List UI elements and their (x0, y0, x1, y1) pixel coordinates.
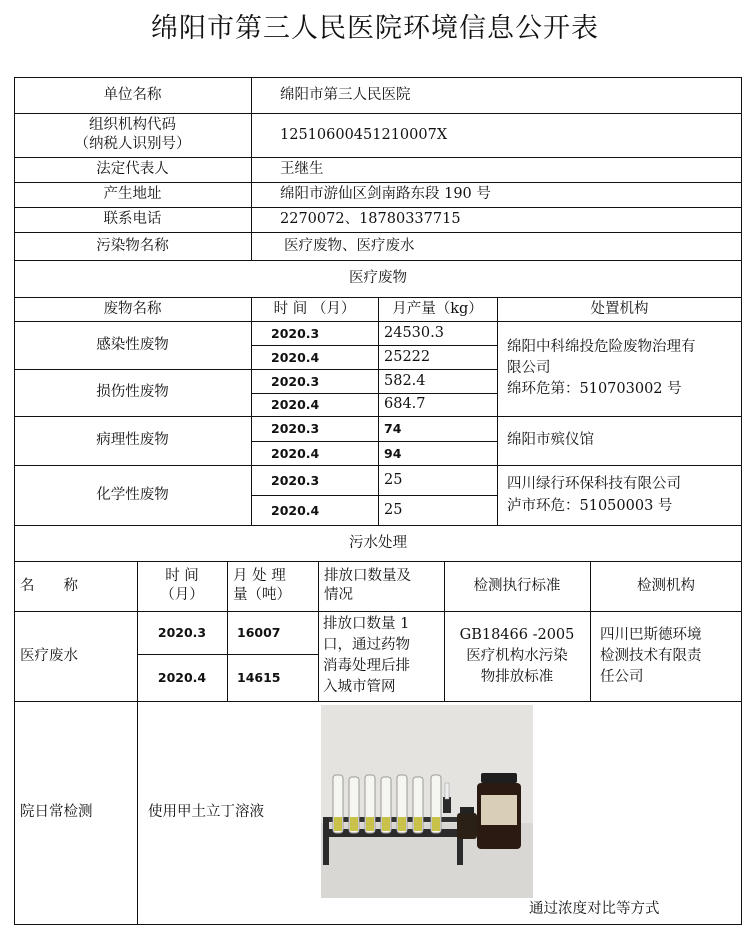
disposal-org-1 (501, 321, 742, 416)
disposal-org-3-line1: 四川绿行环保科技有限公司 (507, 476, 681, 492)
ww-volume: 16007 (237, 625, 281, 640)
pollutant-label: 污染物名称 (96, 237, 169, 254)
page-title: 绵阳市第三人民医院环境信息公开表 (151, 13, 599, 44)
mw-time: 2020.3 (271, 472, 320, 488)
ww-header-outlet-line2: 情况 (324, 587, 353, 603)
org-code-label-line1: 组织机构代码 (89, 117, 176, 133)
medical-waste-section-title: 医疗废物 (349, 270, 407, 286)
ww-volume: 14615 (237, 670, 281, 685)
ww-org (590, 611, 742, 701)
mw-amount: 25222 (384, 348, 431, 365)
reagent-photo (321, 705, 533, 898)
ww-standard-line: 医疗机构水污染 (466, 647, 568, 664)
ww-header-time-line1: 时 间 (165, 568, 199, 584)
disposal-org-1-line3: 绵环危第：510703002 号 (507, 381, 682, 397)
pollutant-value: 医疗废物、医疗废水 (284, 237, 415, 254)
mw-time: 2020.4 (271, 349, 320, 365)
mw-amount: 25 (384, 501, 403, 518)
waste-name-chemical: 化学性废物 (96, 486, 169, 503)
org-code-label (14, 113, 251, 157)
mw-amount: 74 (384, 421, 402, 436)
reagent-photo-illustration (321, 705, 533, 898)
ww-header-standard: 检测执行标准 (473, 577, 561, 594)
ww-time: 2020.3 (157, 625, 207, 640)
rep-value: 王继生 (280, 161, 324, 177)
mw-time: 2020.3 (271, 373, 320, 389)
unit-value: 绵阳市第三人民医院 (280, 86, 411, 103)
mw-header-amount: 月产量（kg） (392, 300, 483, 317)
ww-standard (444, 611, 590, 701)
ww-time: 2020.4 (157, 670, 207, 685)
ww-outlet-line: 入城市管网 (323, 679, 396, 695)
mw-time: 2020.4 (271, 445, 320, 461)
ww-header-outlet-line1: 排放口数量及 (324, 568, 411, 584)
ww-org-line: 检测技术有限责 (600, 647, 702, 664)
waste-name-injurious: 损伤性废物 (96, 384, 169, 400)
disposal-org-2: 绵阳市殡仪馆 (507, 432, 594, 448)
disposal-org-1-line2: 限公司 (507, 360, 551, 376)
ww-outlet-line: 消毒处理后排 (323, 658, 410, 674)
rep-label: 法定代表人 (96, 161, 169, 177)
ww-outlet-line: 口，通过药物 (323, 637, 410, 653)
mw-time: 2020.4 (271, 397, 320, 412)
disposal-org-3 (501, 465, 742, 525)
address-label: 产生地址 (103, 186, 162, 202)
mw-header-name: 废物名称 (103, 300, 162, 317)
ww-header-volume (227, 561, 318, 611)
ww-header-volume-line2: 量（吨） (233, 587, 291, 603)
ww-standard-line: 物排放标准 (480, 668, 554, 685)
ww-header-time-line2: （月） (160, 587, 204, 603)
phone-value: 2270072、18780337715 (280, 211, 461, 227)
ww-standard-line: GB18466 -2005 (459, 626, 575, 643)
mw-header-org: 处置机构 (590, 300, 649, 317)
unit-label: 单位名称 (103, 86, 162, 103)
phone-label: 联系电话 (103, 211, 162, 227)
ww-org-line: 四川巴斯德环境 (600, 626, 702, 643)
ww-header-volume-line1: 月 处 理 (233, 568, 286, 584)
mw-time: 2020.3 (271, 421, 320, 436)
ww-org-line: 任公司 (600, 668, 644, 685)
waste-name-pathological: 病理性废物 (96, 432, 169, 448)
mw-amount: 24530.3 (384, 324, 444, 341)
ww-name: 医疗废水 (20, 647, 78, 664)
mw-amount: 94 (384, 445, 402, 461)
disposal-org-3-line2: 泸市环危：51050003 号 (507, 498, 673, 514)
org-code-label-line2: （纳税人识别号） (74, 136, 191, 152)
ww-header-outlet (318, 561, 444, 611)
mw-amount: 25 (384, 471, 403, 488)
mw-amount: 684.7 (384, 396, 426, 412)
ww-header-time (137, 561, 227, 611)
mw-time: 2020.4 (271, 502, 320, 518)
mw-header-time: 时 间 （月） (273, 300, 356, 317)
mw-time: 2020.3 (271, 325, 320, 341)
wastewater-section-title: 污水处理 (349, 534, 407, 551)
mw-amount: 582.4 (384, 372, 426, 389)
ww-outlet-info (318, 611, 444, 701)
ww-header-org: 检测机构 (637, 577, 695, 594)
disposal-org-1-line1: 绵阳中科绵投危险废物治理有 (507, 339, 696, 355)
ww-outlet-line: 排放口数量 1 (323, 616, 410, 632)
address-value: 绵阳市游仙区剑南路东段 190 号 (280, 186, 491, 202)
daily-method: 使用甲土立丁溶液 (148, 804, 264, 820)
waste-name-infectious: 感染性废物 (96, 336, 169, 353)
daily-label: 院日常检测 (20, 804, 93, 820)
ww-header-name: 名 称 (20, 577, 78, 594)
org-code-value: 12510600451210007X (280, 126, 448, 143)
daily-caption: 通过浓度对比等方式 (529, 900, 660, 917)
